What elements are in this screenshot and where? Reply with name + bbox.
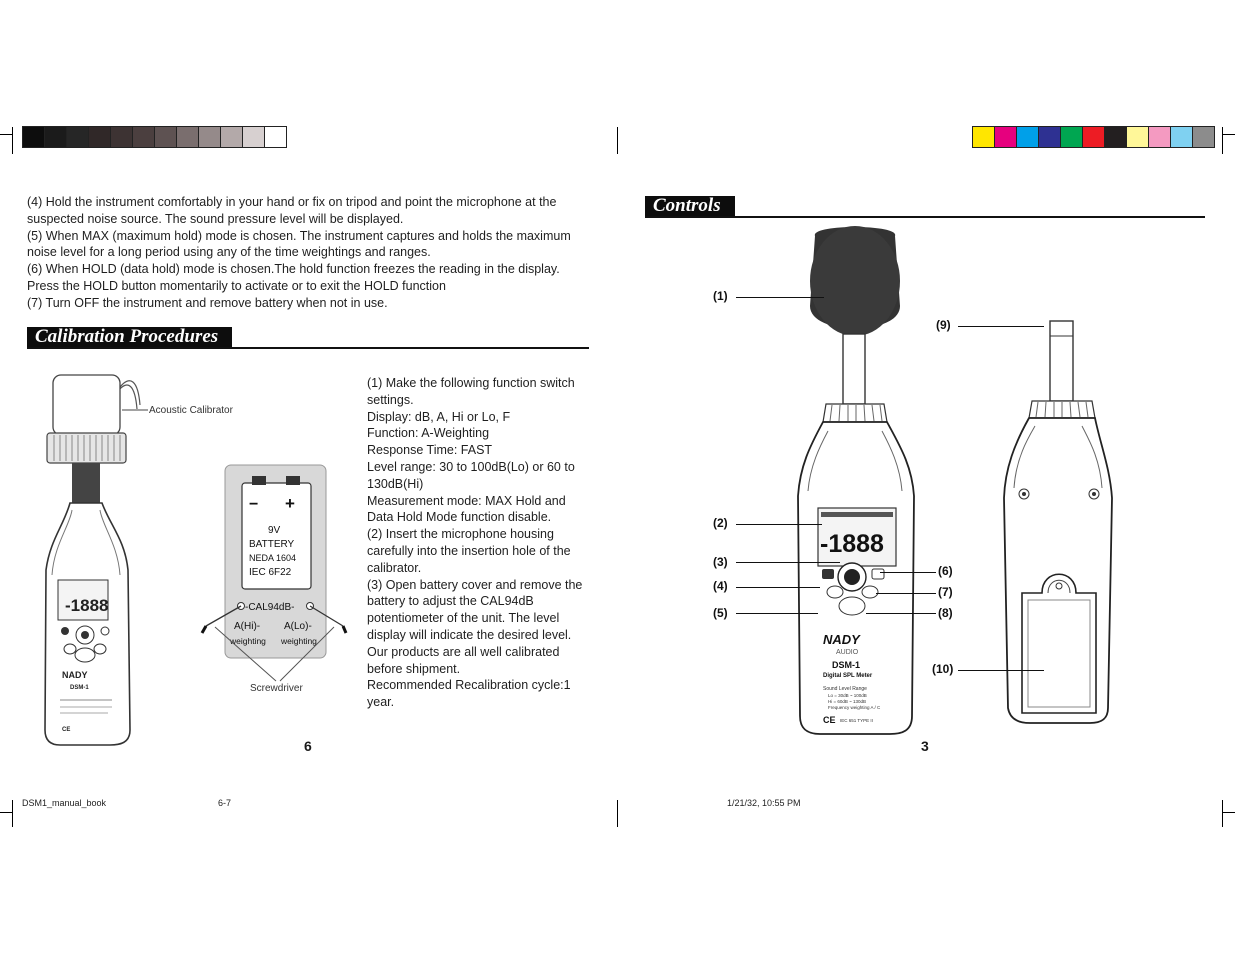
color-swatch <box>1193 127 1214 147</box>
controls-section-header <box>645 196 1205 218</box>
callout-1: (1) <box>713 289 728 303</box>
gray-swatch <box>265 127 286 147</box>
callout-10: (10) <box>932 662 954 676</box>
screwdriver-label: Screwdriver <box>250 683 303 694</box>
calibration-line: Level range: 30 to 100dB(Lo) or 60 to 130dB(Hi) <box>367 459 575 491</box>
section-title: Calibration Procedures <box>27 327 232 347</box>
a-hi-label: A(Hi)- <box>234 621 261 632</box>
callout-leader <box>736 524 822 525</box>
crop-mark <box>617 127 618 154</box>
color-swatch <box>973 127 995 147</box>
lcd-digits: -1888 <box>820 530 884 558</box>
callout-7: (7) <box>938 585 953 599</box>
meter-back-view <box>1000 318 1115 728</box>
calibration-line: Measurement mode: MAX Hold and Data Hold Mode function disable. <box>367 493 566 525</box>
gray-swatch <box>133 127 155 147</box>
left-page-number: 6 <box>304 738 312 754</box>
weighting-text: Frequency weighting A / C <box>828 705 881 710</box>
gray-swatch <box>199 127 221 147</box>
callout-9: (9) <box>936 318 951 332</box>
crop-mark <box>0 812 12 813</box>
gray-swatch <box>67 127 89 147</box>
color-swatch <box>1171 127 1193 147</box>
gray-swatch <box>23 127 45 147</box>
model-name: Digital SPL Meter <box>823 673 873 679</box>
paragraph: (6) When HOLD (data hold) mode is chosen.The hold function freezes the reading in the display. Press the HOLD button momentarily to activate or to exit the HOLD function <box>27 262 560 293</box>
callout-5: (5) <box>713 606 728 620</box>
right-page-number: 3 <box>921 738 929 754</box>
brand-logo: NADY <box>823 632 860 647</box>
footer-filename: DSM1_manual_book <box>22 798 107 808</box>
color-swatch <box>1061 127 1083 147</box>
paragraph: (5) When MAX (maximum hold) mode is chosen. The instrument captures and holds the maximum noise level for a long period using any of the time weightings and ranges. <box>27 228 571 260</box>
callout-leader <box>958 670 1044 671</box>
battery-voltage: 9V <box>268 525 281 536</box>
callout-4: (4) <box>713 579 728 593</box>
weighting-label-right: weighting <box>281 636 317 646</box>
gray-swatch <box>45 127 67 147</box>
calibration-line: (1) Make the following function switch settings. <box>367 376 575 407</box>
paragraph: (7) Turn OFF the instrument and remove battery when not in use. <box>27 295 388 310</box>
footer-timestamp: 1/21/32, 10:55 PM <box>727 798 801 808</box>
crop-mark <box>1222 812 1235 813</box>
callout-2: (2) <box>713 516 728 530</box>
footer-pages: 6-7 <box>218 798 232 808</box>
grayscale-calibration-bar <box>22 126 287 148</box>
callout-leader <box>736 587 820 588</box>
brand-sub: AUDIO <box>836 649 859 656</box>
calibrator-body <box>53 375 120 435</box>
meter-body <box>45 503 130 745</box>
meter-brand: NADY <box>62 670 88 680</box>
svg-text:−: − <box>249 496 259 513</box>
callout-leader <box>880 572 936 573</box>
model-label: DSM-1 <box>832 660 861 670</box>
color-swatch <box>1149 127 1171 147</box>
crop-mark <box>617 800 618 827</box>
section-title: Controls <box>645 196 735 216</box>
meter-display-readout: -1888 <box>65 596 109 615</box>
a-lo-label: A(Lo)- <box>284 621 312 632</box>
callout-leader <box>876 593 936 594</box>
callout-8: (8) <box>938 606 953 620</box>
gray-swatch <box>243 127 265 147</box>
color-swatch <box>1083 127 1105 147</box>
ce-mark: CE <box>823 715 836 725</box>
meter-ce-mark: CE <box>62 727 71 733</box>
svg-text:+: + <box>285 494 295 513</box>
weighting-label-left: weighting <box>230 636 266 646</box>
color-swatch <box>1017 127 1039 147</box>
battery-cover <box>1022 574 1096 713</box>
range-title: Sound Level Range <box>823 686 867 692</box>
crop-mark <box>12 800 13 827</box>
calibration-line: Function: A-Weighting <box>367 426 490 441</box>
color-swatch <box>1105 127 1127 147</box>
calibration-line: Response Time: FAST <box>367 443 493 458</box>
color-swatch <box>1127 127 1149 147</box>
gray-swatch <box>111 127 133 147</box>
gray-swatch <box>177 127 199 147</box>
range-hi: Hi = 60dB ~ 130dB <box>828 699 867 704</box>
callout-leader <box>958 326 1044 327</box>
calibration-line: Recommended Recalibration cycle:1 year. <box>367 678 571 710</box>
battery-iec: IEC 6F22 <box>249 567 292 578</box>
callout-leader <box>736 297 824 298</box>
gray-swatch <box>155 127 177 147</box>
calibration-illustration <box>40 365 350 750</box>
color-swatch <box>1039 127 1061 147</box>
crop-mark <box>1222 800 1223 827</box>
calibration-steps <box>367 375 591 711</box>
calibration-line: (3) Open battery cover and remove the battery to adjust the CAL94dB potentiometer of the unit. The level display will indicate the desired level. Our products are all well calibrated before shipment. <box>367 577 583 676</box>
calibration-line: (2) Insert the microphone housing carefully into the insertion hole of the calibrator. <box>367 527 571 575</box>
callout-leader <box>736 562 840 563</box>
callout-6: (6) <box>938 564 953 578</box>
microphone-tube <box>843 334 865 404</box>
crop-mark <box>1222 134 1235 135</box>
callout-leader <box>736 613 818 614</box>
crop-mark <box>0 134 12 135</box>
iec-text: IEC 651 TYPE II <box>840 718 873 723</box>
paragraph: (4) Hold the instrument comfortably in your hand or fix on tripod and point the microphone at the suspected noise source. The sound pressure level will be displayed. <box>27 195 557 226</box>
battery-label: BATTERY <box>249 539 295 550</box>
calibration-line: Display: dB, A, Hi or Lo, F <box>367 409 511 424</box>
color-calibration-bar <box>972 126 1215 148</box>
microphone-tube <box>1050 321 1073 401</box>
color-swatch <box>995 127 1017 147</box>
meter-model: DSM-1 <box>70 685 89 691</box>
calibration-section-header <box>27 327 589 349</box>
gray-swatch <box>89 127 111 147</box>
max-button <box>822 569 834 579</box>
range-lo: Lo = 30dB ~ 100dB <box>828 693 867 698</box>
cal94db-label: -CAL94dB- <box>245 602 295 613</box>
battery-neda: NEDA 1604 <box>249 553 297 563</box>
intro-text <box>27 194 589 312</box>
crop-mark <box>1222 127 1223 154</box>
callout-leader <box>866 613 936 614</box>
acoustic-calibrator-label: Acoustic Calibrator <box>149 405 233 416</box>
meter-front-view <box>790 226 920 736</box>
crop-mark <box>12 127 13 154</box>
gray-swatch <box>221 127 243 147</box>
callout-3: (3) <box>713 555 728 569</box>
